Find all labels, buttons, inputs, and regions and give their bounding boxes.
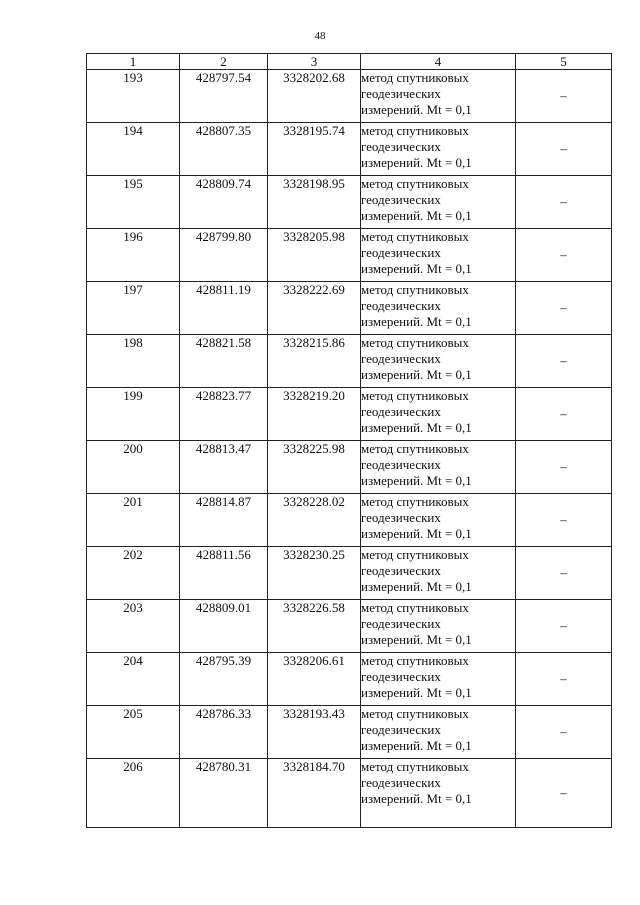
y-coordinate-cell: 3328206.61 (268, 653, 361, 706)
table-row (87, 388, 612, 441)
method-cell (361, 759, 516, 828)
method-line-3: измерений. Mt = 0,1 (361, 102, 472, 117)
method-line-1: метод спутниковых (361, 759, 469, 774)
header-col-2: 2 (180, 54, 268, 70)
method-line-1: метод спутниковых (361, 229, 469, 244)
method-cell (361, 176, 516, 229)
method-line-1: метод спутниковых (361, 547, 469, 562)
method-line-3: измерений. Mt = 0,1 (361, 791, 472, 806)
method-line-3: измерений. Mt = 0,1 (361, 314, 472, 329)
point-number-cell: 194 (87, 123, 180, 176)
table-row (87, 70, 612, 123)
method-line-2: геодезических (361, 510, 441, 525)
x-coordinate-cell: 428797.54 (180, 70, 268, 123)
header-col-3: 3 (268, 54, 361, 70)
method-line-3: измерений. Mt = 0,1 (361, 261, 472, 276)
coordinates-table (86, 53, 612, 828)
table-row (87, 653, 612, 706)
x-coordinate-cell: 428809.01 (180, 600, 268, 653)
method-line-3: измерений. Mt = 0,1 (361, 208, 472, 223)
point-number-cell: 201 (87, 494, 180, 547)
page-number: 48 (314, 30, 326, 42)
method-cell (361, 706, 516, 759)
method-line-2: геодезических (361, 722, 441, 737)
point-number-cell: 206 (87, 759, 180, 828)
method-line-1: метод спутниковых (361, 653, 469, 668)
method-line-2: геодезических (361, 192, 441, 207)
method-line-2: геодезических (361, 86, 441, 101)
method-line-1: метод спутниковых (361, 441, 469, 456)
x-coordinate-cell: 428809.74 (180, 176, 268, 229)
y-coordinate-cell: 3328215.86 (268, 335, 361, 388)
method-line-3: измерений. Mt = 0,1 (361, 685, 472, 700)
point-number-cell: 198 (87, 335, 180, 388)
method-cell (361, 653, 516, 706)
x-coordinate-cell: 428821.58 (180, 335, 268, 388)
note-cell: – (516, 70, 612, 123)
point-number-cell: 196 (87, 229, 180, 282)
x-coordinate-cell: 428823.77 (180, 388, 268, 441)
note-cell: – (516, 229, 612, 282)
method-line-1: метод спутниковых (361, 282, 469, 297)
y-coordinate-cell: 3328228.02 (268, 494, 361, 547)
point-number-cell: 193 (87, 70, 180, 123)
x-coordinate-cell: 428807.35 (180, 123, 268, 176)
y-coordinate-cell: 3328226.58 (268, 600, 361, 653)
method-line-3: измерений. Mt = 0,1 (361, 367, 472, 382)
note-cell: – (516, 706, 612, 759)
note-cell: – (516, 759, 612, 828)
point-number-cell: 200 (87, 441, 180, 494)
method-line-2: геодезических (361, 669, 441, 684)
method-cell (361, 335, 516, 388)
method-line-3: измерений. Mt = 0,1 (361, 155, 472, 170)
point-number-cell: 205 (87, 706, 180, 759)
x-coordinate-cell: 428813.47 (180, 441, 268, 494)
x-coordinate-cell: 428799.80 (180, 229, 268, 282)
method-line-3: измерений. Mt = 0,1 (361, 420, 472, 435)
table-body (87, 70, 612, 828)
table-row (87, 441, 612, 494)
method-cell (361, 70, 516, 123)
x-coordinate-cell: 428786.33 (180, 706, 268, 759)
method-line-2: геодезических (361, 775, 441, 790)
y-coordinate-cell: 3328205.98 (268, 229, 361, 282)
method-cell (361, 388, 516, 441)
method-line-2: геодезических (361, 351, 441, 366)
point-number-cell: 204 (87, 653, 180, 706)
method-line-1: метод спутниковых (361, 706, 469, 721)
method-line-3: измерений. Mt = 0,1 (361, 632, 472, 647)
table-row (87, 335, 612, 388)
point-number-cell: 195 (87, 176, 180, 229)
method-line-2: геодезических (361, 298, 441, 313)
note-cell: – (516, 335, 612, 388)
table-row (87, 229, 612, 282)
method-line-1: метод спутниковых (361, 123, 469, 138)
x-coordinate-cell: 428780.31 (180, 759, 268, 828)
header-col-4: 4 (361, 54, 516, 70)
note-cell: – (516, 653, 612, 706)
note-cell: – (516, 494, 612, 547)
method-line-3: измерений. Mt = 0,1 (361, 526, 472, 541)
method-line-2: геодезических (361, 563, 441, 578)
method-line-3: измерений. Mt = 0,1 (361, 473, 472, 488)
table-row (87, 759, 612, 828)
method-line-2: геодезических (361, 616, 441, 631)
y-coordinate-cell: 3328230.25 (268, 547, 361, 600)
note-cell: – (516, 388, 612, 441)
y-coordinate-cell: 3328219.20 (268, 388, 361, 441)
method-line-3: измерений. Mt = 0,1 (361, 738, 472, 753)
method-line-2: геодезических (361, 139, 441, 154)
header-col-1: 1 (87, 54, 180, 70)
y-coordinate-cell: 3328222.69 (268, 282, 361, 335)
y-coordinate-cell: 3328202.68 (268, 70, 361, 123)
point-number-cell: 199 (87, 388, 180, 441)
method-cell (361, 123, 516, 176)
table-row (87, 176, 612, 229)
note-cell: – (516, 282, 612, 335)
method-cell (361, 441, 516, 494)
y-coordinate-cell: 3328193.43 (268, 706, 361, 759)
method-line-3: измерений. Mt = 0,1 (361, 579, 472, 594)
method-line-1: метод спутниковых (361, 70, 469, 85)
note-cell: – (516, 441, 612, 494)
method-line-1: метод спутниковых (361, 176, 469, 191)
method-line-1: метод спутниковых (361, 388, 469, 403)
method-line-1: метод спутниковых (361, 494, 469, 509)
method-line-1: метод спутниковых (361, 335, 469, 350)
table-row (87, 706, 612, 759)
note-cell: – (516, 123, 612, 176)
method-line-1: метод спутниковых (361, 600, 469, 615)
table-row (87, 282, 612, 335)
table-header-row (87, 54, 612, 70)
table-row (87, 600, 612, 653)
table-row (87, 547, 612, 600)
method-line-2: геодезических (361, 457, 441, 472)
y-coordinate-cell: 3328198.95 (268, 176, 361, 229)
x-coordinate-cell: 428814.87 (180, 494, 268, 547)
table-row (87, 123, 612, 176)
y-coordinate-cell: 3328184.70 (268, 759, 361, 828)
method-cell (361, 494, 516, 547)
table-row (87, 494, 612, 547)
method-cell (361, 600, 516, 653)
method-cell (361, 547, 516, 600)
y-coordinate-cell: 3328225.98 (268, 441, 361, 494)
method-cell (361, 229, 516, 282)
point-number-cell: 202 (87, 547, 180, 600)
method-line-2: геодезических (361, 245, 441, 260)
method-line-2: геодезических (361, 404, 441, 419)
note-cell: – (516, 176, 612, 229)
y-coordinate-cell: 3328195.74 (268, 123, 361, 176)
point-number-cell: 197 (87, 282, 180, 335)
x-coordinate-cell: 428795.39 (180, 653, 268, 706)
point-number-cell: 203 (87, 600, 180, 653)
note-cell: – (516, 600, 612, 653)
method-cell (361, 282, 516, 335)
note-cell: – (516, 547, 612, 600)
x-coordinate-cell: 428811.19 (180, 282, 268, 335)
header-col-5: 5 (516, 54, 612, 70)
x-coordinate-cell: 428811.56 (180, 547, 268, 600)
